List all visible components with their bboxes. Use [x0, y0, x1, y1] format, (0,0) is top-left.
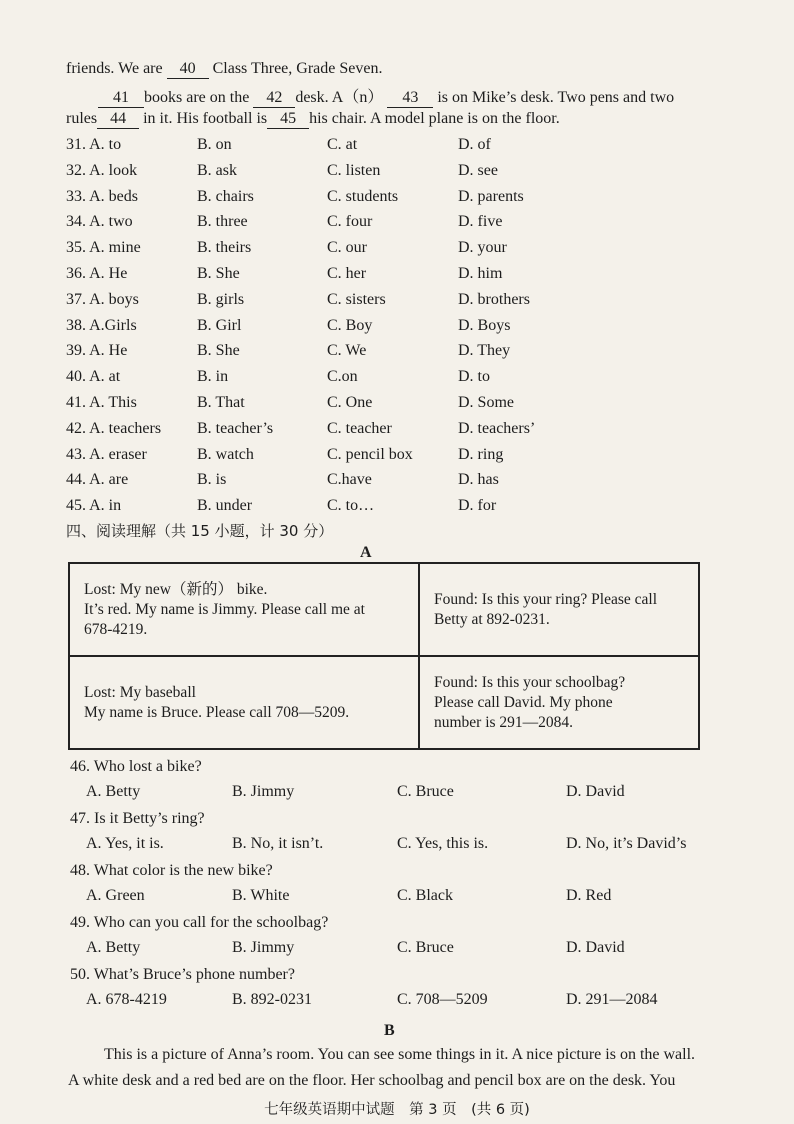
answer-b: B. Jimmy	[232, 939, 295, 956]
option-a: 39. A. He	[66, 342, 128, 360]
question-stem: 47. Is it Betty’s ring?	[70, 810, 205, 827]
answer-a: A. Green	[86, 887, 145, 904]
part-a-heading: A	[360, 544, 372, 561]
passage-b-line-2: A white desk and a red bed are on the floor. Her schoolbag and pencil box are on the desk. You	[68, 1072, 676, 1089]
option-b: B. is	[197, 471, 227, 489]
option-b: B. in	[197, 368, 229, 386]
notice-line: 678-4219.	[84, 620, 148, 638]
option-a: 31. A. to	[66, 136, 122, 153]
answer-b: B. No, it isn’t.	[232, 835, 324, 852]
option-row	[66, 497, 726, 521]
answer-d: D. David	[566, 783, 625, 800]
option-c: C. her	[327, 265, 367, 282]
option-c: C. our	[327, 239, 367, 257]
notice-line: Found: Is this your schoolbag?	[434, 673, 626, 691]
cloze-line-2	[98, 84, 674, 108]
notice-line: Found: Is this your ring? Please call	[434, 590, 657, 608]
question-stem: 46. Who lost a bike?	[70, 758, 202, 775]
option-b: B. She	[197, 342, 240, 360]
option-row	[66, 239, 726, 263]
option-row	[66, 188, 726, 212]
option-c: C. four	[327, 213, 373, 231]
answer-c: C. Black	[397, 887, 453, 904]
option-row	[66, 136, 726, 160]
answer-c: C. Bruce	[397, 783, 454, 800]
option-b: B. three	[197, 213, 248, 231]
answer-a: A. Yes, it is.	[86, 835, 164, 852]
option-d: D. five	[458, 213, 503, 231]
option-a: 42. A. teachers	[66, 419, 162, 437]
cloze-line-3	[66, 110, 560, 129]
option-d: D. see	[458, 161, 498, 179]
option-b: B. theirs	[197, 239, 252, 257]
option-b: B. watch	[197, 445, 254, 463]
part-b-heading: B	[384, 1022, 395, 1039]
option-b: B. Girl	[197, 316, 242, 334]
answer-d: D. David	[566, 939, 625, 956]
answer-d: D. Red	[566, 887, 612, 904]
answer-b: B. Jimmy	[232, 783, 295, 800]
cloze-text: rules	[66, 110, 98, 127]
answer-c: C. Yes, this is.	[397, 835, 489, 852]
option-d: D. brothers	[458, 290, 530, 308]
option-d: D. Boys	[458, 316, 511, 334]
cloze-text: books are on the	[144, 89, 250, 106]
option-row	[66, 317, 726, 341]
option-a: 34. A. two	[66, 213, 133, 231]
answer-b: B. 892-0231	[232, 991, 312, 1008]
option-d: D. for	[458, 497, 497, 515]
blank-40: 40	[167, 60, 209, 79]
option-b: B. girls	[197, 290, 245, 308]
page-footer: 七年级英语期中试题 第 3 页 (共 6 页)	[264, 1102, 530, 1118]
answer-row	[66, 887, 726, 911]
blank-45: 45	[267, 110, 309, 129]
option-row	[66, 368, 726, 392]
notice-line: Lost: My baseball	[84, 683, 196, 701]
cloze-text: is on Mike’s desk. Two pens and two	[437, 89, 675, 106]
section-heading: 四、阅读理解（共 15 小题，计 30 分）	[66, 522, 334, 540]
option-row	[66, 213, 726, 237]
option-row	[66, 471, 726, 495]
answer-c: C. 708—5209	[397, 991, 488, 1008]
option-row	[66, 394, 726, 418]
option-d: D. teachers’	[458, 419, 536, 437]
option-d: D. of	[458, 136, 491, 153]
option-c: C.have	[327, 471, 372, 489]
lost-bike-notice	[69, 563, 419, 656]
answer-b: B. White	[232, 887, 290, 904]
lost-baseball-notice	[69, 656, 419, 749]
option-c: C. One	[327, 394, 373, 411]
notice-line: My name is Bruce. Please call 708—5209.	[84, 703, 350, 721]
option-row	[66, 420, 726, 444]
blank-41: 41	[98, 89, 144, 108]
answer-d: D. 291—2084	[566, 991, 658, 1008]
option-a: 44. A. are	[66, 471, 129, 489]
blank-43: 43	[387, 89, 433, 108]
answer-d: D. No, it’s David’s	[566, 835, 687, 852]
option-a: 43. A. eraser	[66, 445, 147, 463]
option-a: 33. A. beds	[66, 187, 138, 205]
option-c: C. We	[327, 342, 367, 360]
cloze-text: desk. A（n）	[295, 89, 384, 106]
option-b: B. on	[197, 136, 232, 153]
option-d: D. has	[458, 471, 499, 489]
option-c: C. Boy	[327, 316, 373, 334]
passage-b-line-1: This is a picture of Anna’s room. You can see some things in it. A nice picture is on the wall.	[104, 1046, 696, 1063]
option-c: C. students	[327, 187, 399, 205]
option-c: C. at	[327, 136, 358, 153]
question-stem: 48. What color is the new bike?	[70, 862, 273, 879]
option-d: D. Some	[458, 394, 514, 411]
found-schoolbag-notice	[419, 656, 699, 749]
option-b: B. teacher’s	[197, 419, 274, 437]
option-a: 36. A. He	[66, 265, 128, 282]
option-row	[66, 446, 726, 470]
answer-a: A. Betty	[86, 783, 141, 800]
question-stem: 50. What’s Bruce’s phone number?	[70, 966, 295, 983]
option-row	[66, 162, 726, 186]
answer-a: A. 678-4219	[86, 991, 167, 1008]
option-a: 41. A. This	[66, 394, 137, 411]
option-a: 37. A. boys	[66, 290, 139, 308]
option-c: C. sisters	[327, 290, 386, 308]
option-b: B. She	[197, 265, 240, 282]
option-c: C. listen	[327, 161, 381, 179]
option-a: 40. A. at	[66, 368, 121, 386]
option-d: D. They	[458, 342, 511, 360]
option-b: B. under	[197, 497, 253, 515]
cloze-text: his chair. A model plane is on the floor.	[309, 110, 560, 127]
option-row	[66, 342, 726, 366]
cloze-text: Class Three, Grade Seven.	[212, 60, 383, 77]
answer-row	[66, 835, 726, 859]
option-row	[66, 291, 726, 315]
option-a: 38. A.Girls	[66, 316, 137, 334]
answer-row	[66, 939, 726, 963]
answer-c: C. Bruce	[397, 939, 454, 956]
option-d: D. to	[458, 368, 490, 386]
option-b: B. chairs	[197, 187, 254, 205]
option-row	[66, 265, 726, 289]
option-c: C.on	[327, 368, 358, 386]
option-b: B. That	[197, 394, 245, 411]
answer-a: A. Betty	[86, 939, 141, 956]
found-ring-notice	[419, 563, 699, 656]
option-a: 35. A. mine	[66, 239, 141, 257]
notice-line: Please call David. My phone	[434, 693, 613, 711]
cloze-text: friends. We are	[66, 60, 163, 77]
blank-42: 42	[253, 89, 295, 108]
option-a: 45. A. in	[66, 497, 122, 515]
option-d: D. parents	[458, 187, 524, 205]
option-c: C. to…	[327, 497, 375, 515]
option-a: 32. A. look	[66, 161, 138, 179]
option-d: D. ring	[458, 445, 504, 463]
option-d: D. him	[458, 265, 503, 282]
question-stem: 49. Who can you call for the schoolbag?	[70, 914, 329, 931]
notice-line: Betty at 892-0231.	[434, 610, 550, 628]
notice-line: Lost: My new（新的） bike.	[84, 580, 268, 598]
notice-line: It’s red. My name is Jimmy. Please call me at	[84, 600, 365, 618]
notice-line: number is 291—2084.	[434, 713, 574, 731]
option-c: C. pencil box	[327, 445, 413, 463]
answer-row	[66, 783, 726, 807]
cloze-line-1	[66, 60, 382, 79]
cloze-text: in it. His football is	[143, 110, 268, 127]
blank-44: 44	[97, 110, 139, 129]
option-c: C. teacher	[327, 419, 392, 437]
option-b: B. ask	[197, 161, 237, 179]
answer-row	[66, 991, 726, 1015]
notice-board	[68, 562, 700, 750]
option-d: D. your	[458, 239, 507, 257]
